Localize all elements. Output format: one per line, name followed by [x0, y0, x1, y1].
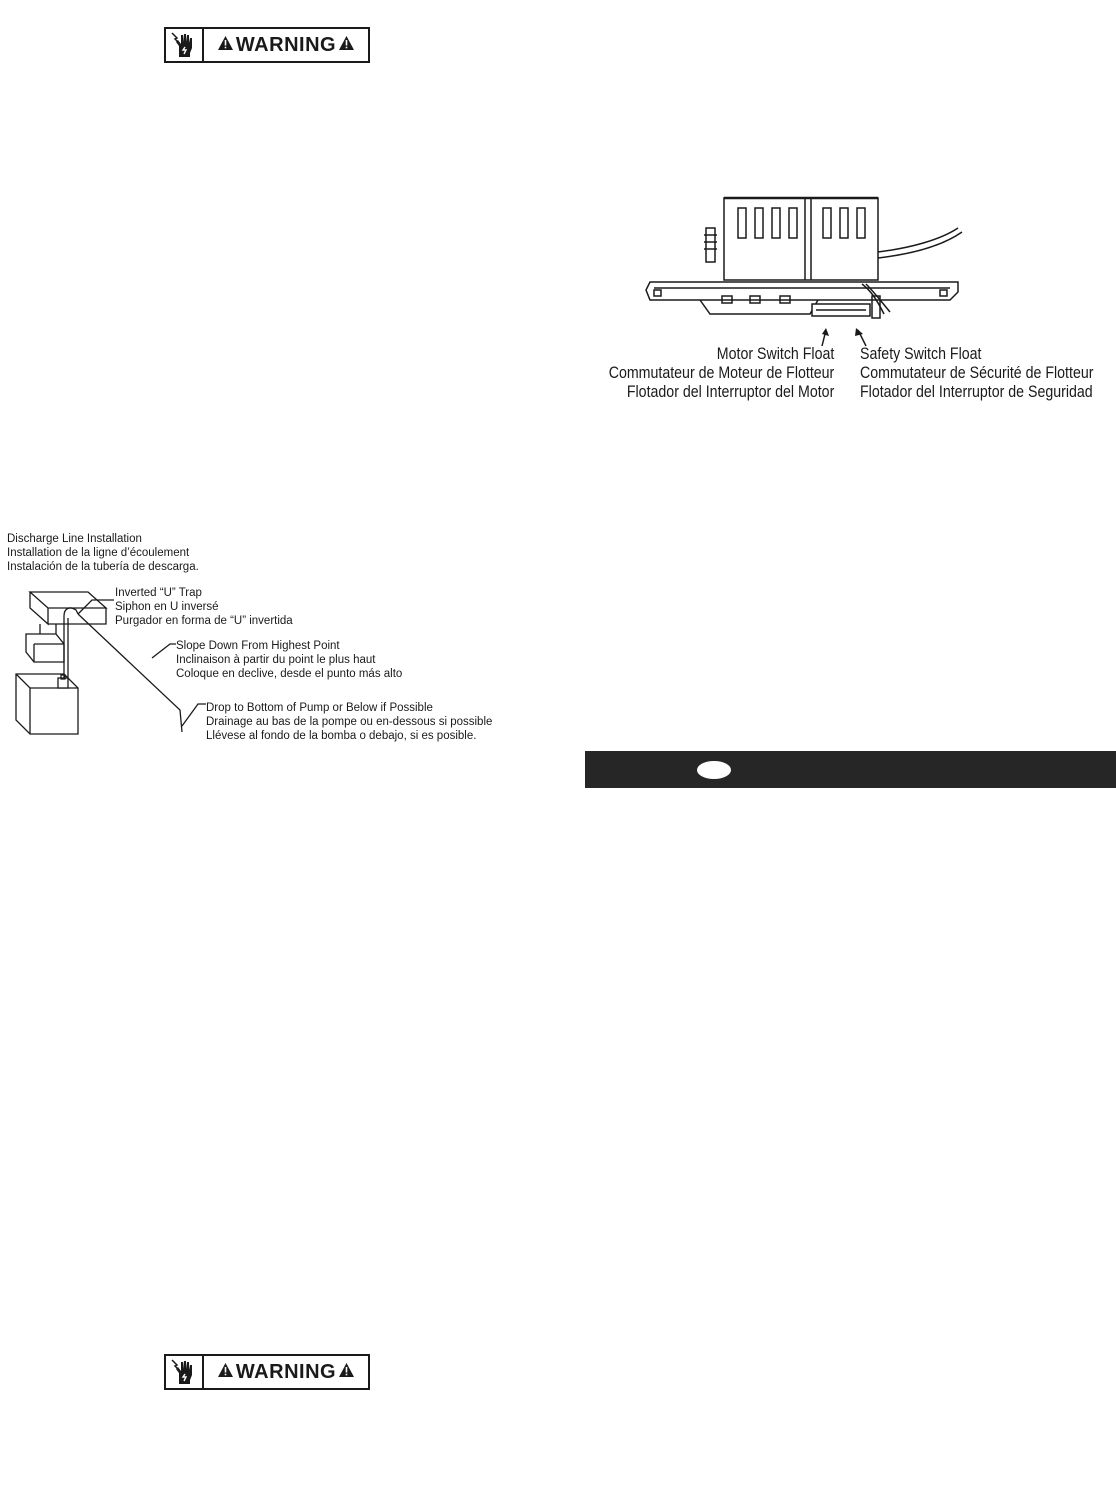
warning-label-bottom — [164, 1354, 370, 1390]
warning-signal-word: WARNING — [235, 1360, 337, 1383]
callout-slope-down — [176, 639, 402, 681]
alert-triangle-icon — [217, 34, 234, 57]
trap-label-fr: Siphon en U inversé — [115, 601, 219, 613]
trap-label-es: Purgador en forma de “U” invertida — [115, 615, 293, 627]
slope-label-es: Coloque en declive, desde el punto más alto — [176, 668, 403, 680]
electric-shock-hand-icon — [166, 1356, 204, 1388]
section-header-bar — [585, 751, 1116, 788]
motor-switch-float-label — [608, 345, 834, 402]
drop-label-es: Llévese al fondo de la bomba o debajo, si es posible. — [206, 730, 477, 742]
warning-label-top — [164, 27, 370, 63]
motor-float-label-es: Flotador del Interruptor del Motor — [626, 383, 834, 401]
callout-drop-to-bottom — [206, 701, 492, 743]
discharge-title-es: Instalación de la tubería de descarga. — [7, 561, 199, 573]
motor-float-label-fr: Commutateur de Moteur de Flotteur — [608, 364, 834, 382]
safety-float-label-en: Safety Switch Float — [860, 345, 982, 363]
alert-triangle-icon — [338, 1361, 355, 1384]
safety-float-label-fr: Commutateur de Sécurité de Flotteur — [860, 364, 1094, 382]
callout-inverted-u-trap — [115, 586, 293, 628]
discharge-figure-title — [7, 532, 199, 574]
language-oval-icon — [697, 761, 731, 779]
safety-switch-float-label — [860, 345, 1093, 402]
drop-label-en: Drop to Bottom of Pump or Below if Possible — [206, 702, 433, 714]
alert-triangle-icon — [217, 1361, 234, 1384]
slope-label-en: Slope Down From Highest Point — [176, 640, 340, 652]
motor-float-label-en: Motor Switch Float — [716, 345, 834, 363]
discharge-title-fr: Installation de la ligne d’écoulement — [7, 547, 190, 559]
trap-label-en: Inverted “U” Trap — [115, 587, 202, 599]
safety-float-label-es: Flotador del Interruptor de Seguridad — [860, 383, 1093, 401]
electric-shock-hand-icon — [166, 29, 204, 61]
drop-label-fr: Drainage au bas de la pompe ou en-dessous si possible — [206, 716, 493, 728]
pump-side-view-figure — [640, 190, 970, 335]
slope-label-fr: Inclinaison à partir du point le plus haut — [176, 654, 376, 666]
discharge-title-en: Discharge Line Installation — [7, 533, 142, 545]
alert-triangle-icon — [338, 34, 355, 57]
warning-signal-word: WARNING — [235, 33, 337, 56]
